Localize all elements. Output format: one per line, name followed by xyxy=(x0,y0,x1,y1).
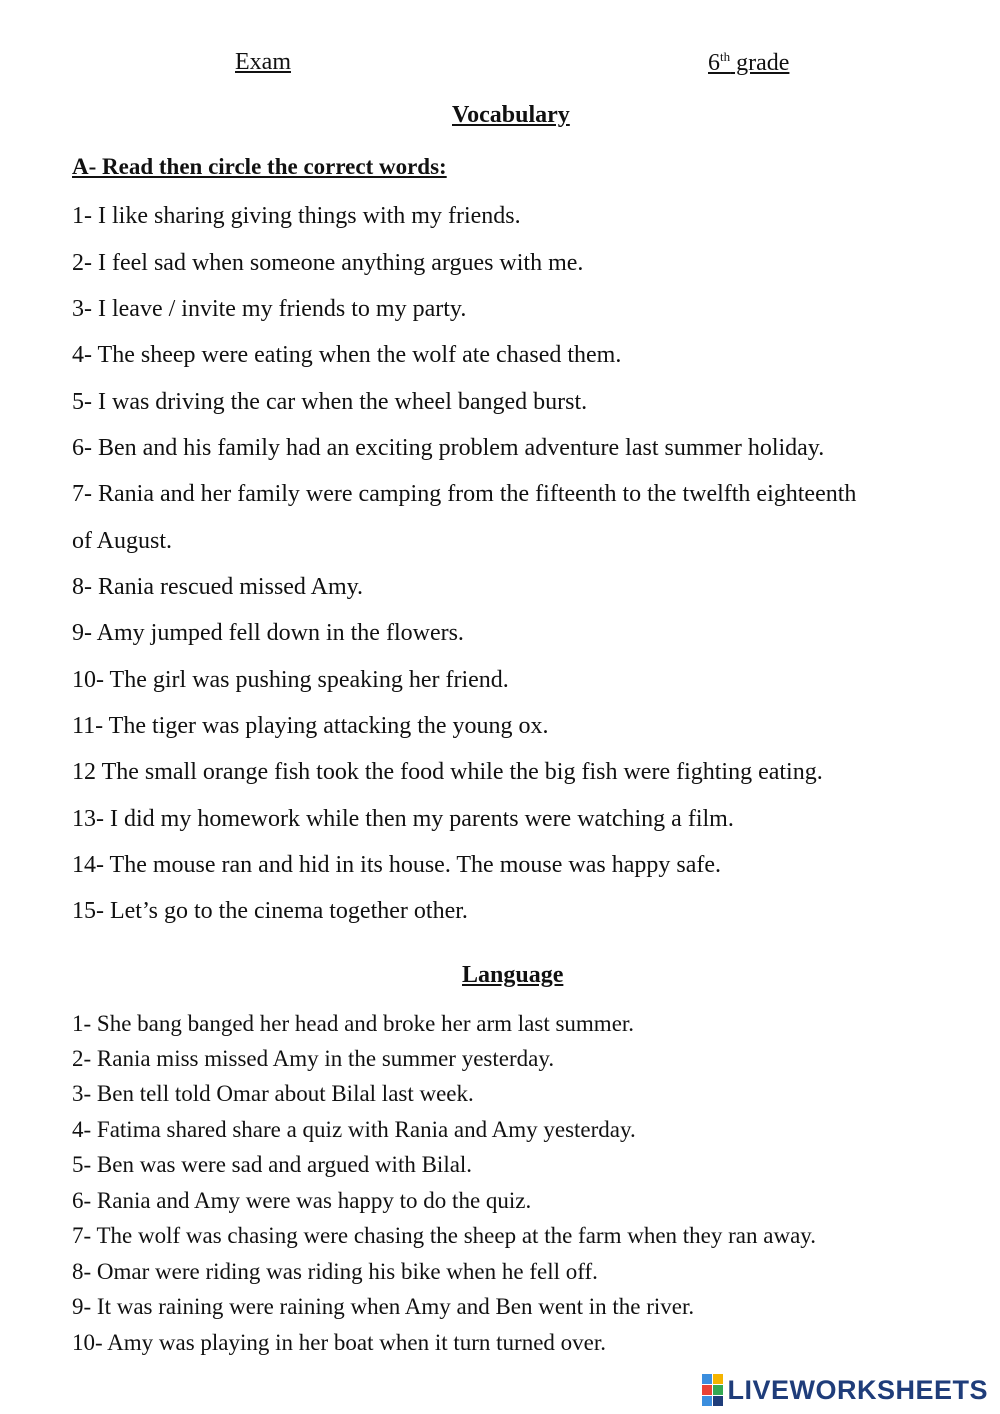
liveworksheets-logo-icon xyxy=(702,1374,723,1406)
language-title: Language xyxy=(462,962,564,988)
language-item-10: 10- Amy was playing in her boat when it turn turned over. xyxy=(72,1330,607,1355)
language-item-4: 4- Fatima shared share a quiz with Rania and Amy yesterday. xyxy=(72,1117,636,1142)
vocabulary-title: Vocabulary xyxy=(452,102,570,128)
vocab-item-14: 14- The mouse ran and hid in its house. The mouse was happy safe. xyxy=(72,852,721,878)
vocab-item-2: 2- I feel sad when someone anything argues with me. xyxy=(72,250,584,276)
language-item-9: 9- It was raining were raining when Amy and Ben went in the river. xyxy=(72,1294,695,1319)
language-item-1: 1- She bang banged her head and broke her arm last summer. xyxy=(72,1011,635,1036)
vocab-item-4: 4- The sheep were eating when the wolf ate chased them. xyxy=(72,342,622,368)
vocab-item-13: 13- I did my homework while then my parents were watching a film. xyxy=(72,806,734,832)
language-item-8: 8- Omar were riding was riding his bike when he fell off. xyxy=(72,1259,598,1284)
grade-number: 6 xyxy=(708,50,720,76)
language-item-5: 5- Ben was were sad and argued with Bilal. xyxy=(72,1152,473,1177)
header-grade xyxy=(708,49,789,77)
vocab-item-9: 9- Amy jumped fell down in the flowers. xyxy=(72,620,464,646)
vocab-item-6: 6- Ben and his family had an exciting problem adventure last summer holiday. xyxy=(72,435,825,461)
vocab-item-11: 11- The tiger was playing attacking the young ox. xyxy=(72,713,549,739)
vocab-item-5: 5- I was driving the car when the wheel banged burst. xyxy=(72,389,588,415)
vocab-item-3: 3- I leave / invite my friends to my party. xyxy=(72,296,467,322)
vocab-item-10: 10- The girl was pushing speaking her friend. xyxy=(72,667,509,693)
grade-suffix: th xyxy=(720,49,731,64)
liveworksheets-logo-text: LIVEWORKSHEETS xyxy=(727,1374,988,1405)
vocab-item-7: 7- Rania and her family were camping from the fifteenth to the twelfth eighteenth xyxy=(72,481,857,507)
vocab-item-15: 15- Let’s go to the cinema together other. xyxy=(72,898,468,924)
vocab-item-8: 8- Rania rescued missed Amy. xyxy=(72,574,364,600)
header-exam: Exam xyxy=(235,49,291,75)
vocab-item-12: 12 The small orange fish took the food while the big fish were fighting eating. xyxy=(72,759,823,785)
grade-text: grade xyxy=(730,50,790,76)
vocabulary-instruction: A- Read then circle the correct words: xyxy=(72,154,447,179)
language-item-7: 7- The wolf was chasing were chasing the sheep at the farm when they ran away. xyxy=(72,1223,817,1248)
liveworksheets-logo xyxy=(702,1374,988,1406)
language-item-2: 2- Rania miss missed Amy in the summer yesterday. xyxy=(72,1046,555,1071)
vocab-item-7-cont: of August. xyxy=(72,528,173,554)
language-item-3: 3- Ben tell told Omar about Bilal last week. xyxy=(72,1081,474,1106)
language-item-6: 6- Rania and Amy were was happy to do the quiz. xyxy=(72,1188,532,1213)
vocab-item-1: 1- I like sharing giving things with my friends. xyxy=(72,203,521,229)
